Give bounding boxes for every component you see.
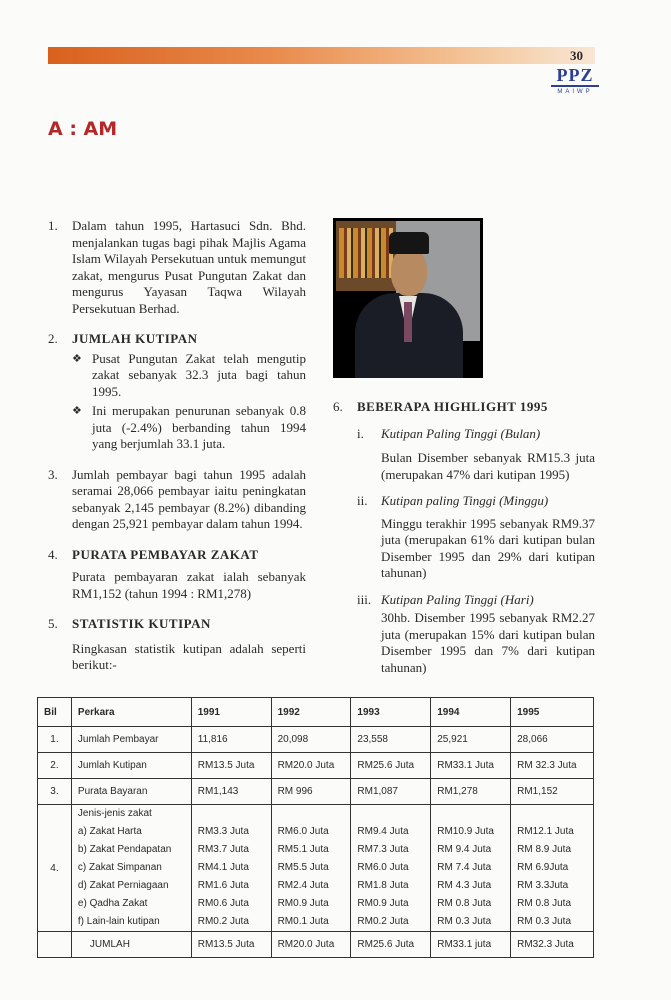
sub-number: i. xyxy=(357,425,364,441)
paragraph-text: Purata pembayaran zakat ialah sebanyak RM1,152 (tahun 1994 : RM1,278) xyxy=(72,569,306,601)
highlight-text: Minggu terakhir 1995 sebanyak RM9.37 juta (merupakan 61% dari kutipan bulan Disember 1995 dan 29% dari kutipan tahunan) xyxy=(381,515,595,580)
table-cell: RM25.6 Juta xyxy=(351,932,431,958)
bullet-text: Ini merupakan penurunan sebanyak 0.8 juta (-2.4%) berbanding tahun 1994 yang berjumlah 33.1 juta. xyxy=(92,403,306,451)
item-number: 1. xyxy=(48,218,58,233)
table-cell: JUMLAH xyxy=(71,932,191,958)
table-cell xyxy=(71,805,191,932)
jenis-letter: f) xyxy=(77,916,85,927)
heading-purata-pembayar: PURATA PEMBAYAR ZAKAT xyxy=(72,546,259,562)
table-cell: 11,816 xyxy=(191,727,271,753)
highlight-title: Kutipan paling Tinggi (Minggu) xyxy=(381,493,549,508)
diamond-bullet-icon: ❖ xyxy=(72,352,82,365)
table-cell: 2. xyxy=(38,753,72,779)
table-cell xyxy=(351,805,431,932)
jenis-title: Jenis-jenis zakat xyxy=(77,808,152,819)
page-number: 30 xyxy=(570,48,583,63)
jenis-value: RM 8.9 Juta xyxy=(517,844,572,855)
column-header: Perkara xyxy=(71,698,191,727)
item-number: 5. xyxy=(48,616,58,631)
jenis-value: RM1.6 Juta xyxy=(197,880,249,891)
jenis-item xyxy=(78,859,185,877)
highlight-title: Kutipan Paling Tinggi (Bulan) xyxy=(381,425,541,441)
jenis-value: RM12.1 Juta xyxy=(517,826,574,837)
jenis-label: Qadha Zakat xyxy=(89,898,148,909)
jenis-value: RM 7.4 Juta xyxy=(437,862,492,873)
heading-statistik-kutipan: STATISTIK KUTIPAN xyxy=(72,616,211,631)
table-row xyxy=(38,753,594,779)
column-header: Bil xyxy=(38,698,72,727)
table-cell xyxy=(271,805,351,932)
item-number: 2. xyxy=(48,331,58,346)
jenis-value: RM0.1 Juta xyxy=(277,916,329,927)
table-cell: RM 996 xyxy=(271,779,351,805)
table-cell xyxy=(191,805,271,932)
jenis-value: RM0.2 Juta xyxy=(197,916,249,927)
table-cell: Purata Bayaran xyxy=(71,779,191,805)
table-cell: RM25.6 Juta xyxy=(351,753,431,779)
jenis-value: RM2.4 Juta xyxy=(277,880,329,891)
table-cell: RM33.1 Juta xyxy=(431,753,511,779)
table-cell: 23,558 xyxy=(351,727,431,753)
jenis-label: Zakat Simpanan xyxy=(89,862,162,873)
bullet-item xyxy=(72,351,306,401)
paragraph-text: Ringkasan statistik kutipan adalah seperti berikut:- xyxy=(72,640,306,672)
table-cell xyxy=(511,805,594,932)
jenis-label: Zakat Harta xyxy=(89,826,142,837)
jenis-value: RM0.6 Juta xyxy=(197,898,249,909)
portrait-photo xyxy=(333,218,483,378)
jenis-value: RM6.0 Juta xyxy=(277,826,329,837)
table-cell: RM 32.3 Juta xyxy=(511,753,594,779)
logo-subtext: MAIWP xyxy=(557,89,593,95)
jenis-item xyxy=(78,877,185,895)
sub-number: iii. xyxy=(357,591,372,607)
table-cell: RM1,278 xyxy=(431,779,511,805)
jenis-value: RM3.3 Juta xyxy=(197,826,249,837)
jenis-value: RM 3.3Juta xyxy=(517,880,569,891)
jenis-label: Zakat Pendapatan xyxy=(89,844,172,855)
paragraph-2 xyxy=(48,331,306,453)
table-cell: 3. xyxy=(38,779,72,805)
jenis-label: Zakat Perniagaan xyxy=(89,880,169,891)
statistik-table xyxy=(37,697,594,958)
table-cell: RM13.5 Juta xyxy=(191,753,271,779)
jenis-item xyxy=(78,895,185,913)
table-cell: 20,098 xyxy=(271,727,351,753)
jenis-item xyxy=(78,823,185,841)
jenis-value: RM 6.9Juta xyxy=(517,862,569,873)
paragraph-6 xyxy=(333,399,595,676)
jenis-value: RM 9.4 Juta xyxy=(437,844,492,855)
highlight-text: 30hb. Disember 1995 sebanyak RM2.27 juta (merupakan 15% dari kutipan bulan Disember 1995 dan 7% dari kutipan tahunan) xyxy=(381,610,595,675)
item-number: 6. xyxy=(333,399,343,414)
table-cell: 28,066 xyxy=(511,727,594,753)
jenis-value: RM6.0 Juta xyxy=(357,862,409,873)
highlight-item-ii xyxy=(357,493,595,582)
left-column xyxy=(48,218,306,688)
jenis-letter: e) xyxy=(77,898,87,909)
jenis-letter: d) xyxy=(77,880,87,891)
logo-rule xyxy=(551,85,599,87)
heading-highlight: BEBERAPA HIGHLIGHT 1995 xyxy=(357,399,548,414)
highlight-title: Kutipan Paling Tinggi (Hari) xyxy=(381,591,534,607)
paragraph-text: Jumlah pembayar bagi tahun 1995 adalah seramai 28,066 pembayar iaitu peningkatan sebanyak 2,145 pembayar (8.2%) dibanding dengan 25,921 pembayar dalam tahun 1994. xyxy=(72,466,306,531)
table-row xyxy=(38,727,594,753)
highlight-text: Bulan Disember sebanyak RM15.3 juta (merupakan 47% dari kutipan 1995) xyxy=(381,450,595,482)
highlight-item-i xyxy=(357,426,595,484)
column-header: 1991 xyxy=(191,698,271,727)
jenis-value: RM 0.8 Juta xyxy=(437,898,492,909)
table-cell: RM1,143 xyxy=(191,779,271,805)
paragraph-3 xyxy=(48,467,306,533)
column-header: 1995 xyxy=(511,698,594,727)
column-header: 1994 xyxy=(431,698,511,727)
table-cell: RM1,087 xyxy=(351,779,431,805)
table-cell: RM32.3 Juta xyxy=(511,932,594,958)
table-row-jenis-zakat xyxy=(38,805,594,932)
right-column xyxy=(333,399,595,676)
jenis-value: RM 0.3 Juta xyxy=(517,916,572,927)
table-cell: 25,921 xyxy=(431,727,511,753)
table-cell: RM20.0 Juta xyxy=(271,932,351,958)
bullet-item xyxy=(72,403,306,453)
item-number: 3. xyxy=(48,466,58,482)
table-cell: RM1,152 xyxy=(511,779,594,805)
paragraph-text: Dalam tahun 1995, Hartasuci Sdn. Bhd. menjalankan tugas bagi pihak Majlis Agama Islam Wilayah Persekutuan untuk memungut zakat, mengurus Pusat Pungutan Zakat dan mengurus Yayasan Taqwa Wilayah Persekutuan Berhad. xyxy=(72,218,306,316)
paragraph-5 xyxy=(48,616,306,674)
table-cell: RM20.0 Juta xyxy=(271,753,351,779)
jenis-letter: a) xyxy=(77,826,87,837)
section-title: A : AM xyxy=(48,118,118,140)
jenis-value: RM4.1 Juta xyxy=(197,862,249,873)
diamond-bullet-icon: ❖ xyxy=(72,405,82,417)
jenis-value: RM0.2 Juta xyxy=(357,916,409,927)
table-total-row xyxy=(38,932,594,958)
paragraph-1 xyxy=(48,218,306,317)
jenis-value: RM1.8 Juta xyxy=(357,880,409,891)
jenis-value: RM 0.3 Juta xyxy=(437,916,492,927)
item-number: 4. xyxy=(48,546,58,562)
table-cell: Jumlah Kutipan xyxy=(71,753,191,779)
column-header: 1993 xyxy=(351,698,431,727)
table-cell: 4. xyxy=(38,805,72,932)
table-cell: Jumlah Pembayar xyxy=(71,727,191,753)
header-bar xyxy=(48,47,595,64)
table-header-row xyxy=(38,698,594,727)
jenis-value: RM 0.8 Juta xyxy=(517,898,572,909)
ppz-logo xyxy=(551,66,599,96)
jenis-value: RM 4.3 Juta xyxy=(437,880,492,891)
table-cell: RM33.1 juta xyxy=(431,932,511,958)
logo-text: PPZ xyxy=(556,65,594,85)
jenis-value: RM0.9 Juta xyxy=(357,898,409,909)
table-cell xyxy=(38,932,72,958)
jenis-value: RM7.3 Juta xyxy=(357,844,409,855)
jenis-value: RM5.1 Juta xyxy=(277,844,329,855)
jenis-letter: b) xyxy=(77,844,87,855)
table-row xyxy=(38,779,594,805)
table-cell: 1. xyxy=(38,727,72,753)
jenis-value: RM0.9 Juta xyxy=(277,898,329,909)
jenis-item xyxy=(78,841,185,859)
jenis-value: RM5.5 Juta xyxy=(277,862,329,873)
jenis-letter: c) xyxy=(77,862,87,873)
jenis-value: RM10.9 Juta xyxy=(437,826,494,837)
jenis-value: RM3.7 Juta xyxy=(197,844,249,855)
column-header: 1992 xyxy=(271,698,351,727)
jenis-value: RM9.4 Juta xyxy=(357,826,409,837)
highlight-item-iii xyxy=(357,592,595,677)
sub-number: ii. xyxy=(357,493,368,508)
bullet-text: Pusat Pungutan Zakat telah mengutip zakat sebanyak 32.3 juta bagi tahun 1995. xyxy=(92,350,306,399)
jenis-label: Lain-lain kutipan xyxy=(86,916,160,927)
jenis-item xyxy=(78,913,185,931)
table-cell: RM13.5 Juta xyxy=(191,932,271,958)
table-cell xyxy=(431,805,511,932)
paragraph-4 xyxy=(48,547,306,603)
heading-jumlah-kutipan: JUMLAH KUTIPAN xyxy=(72,331,198,346)
